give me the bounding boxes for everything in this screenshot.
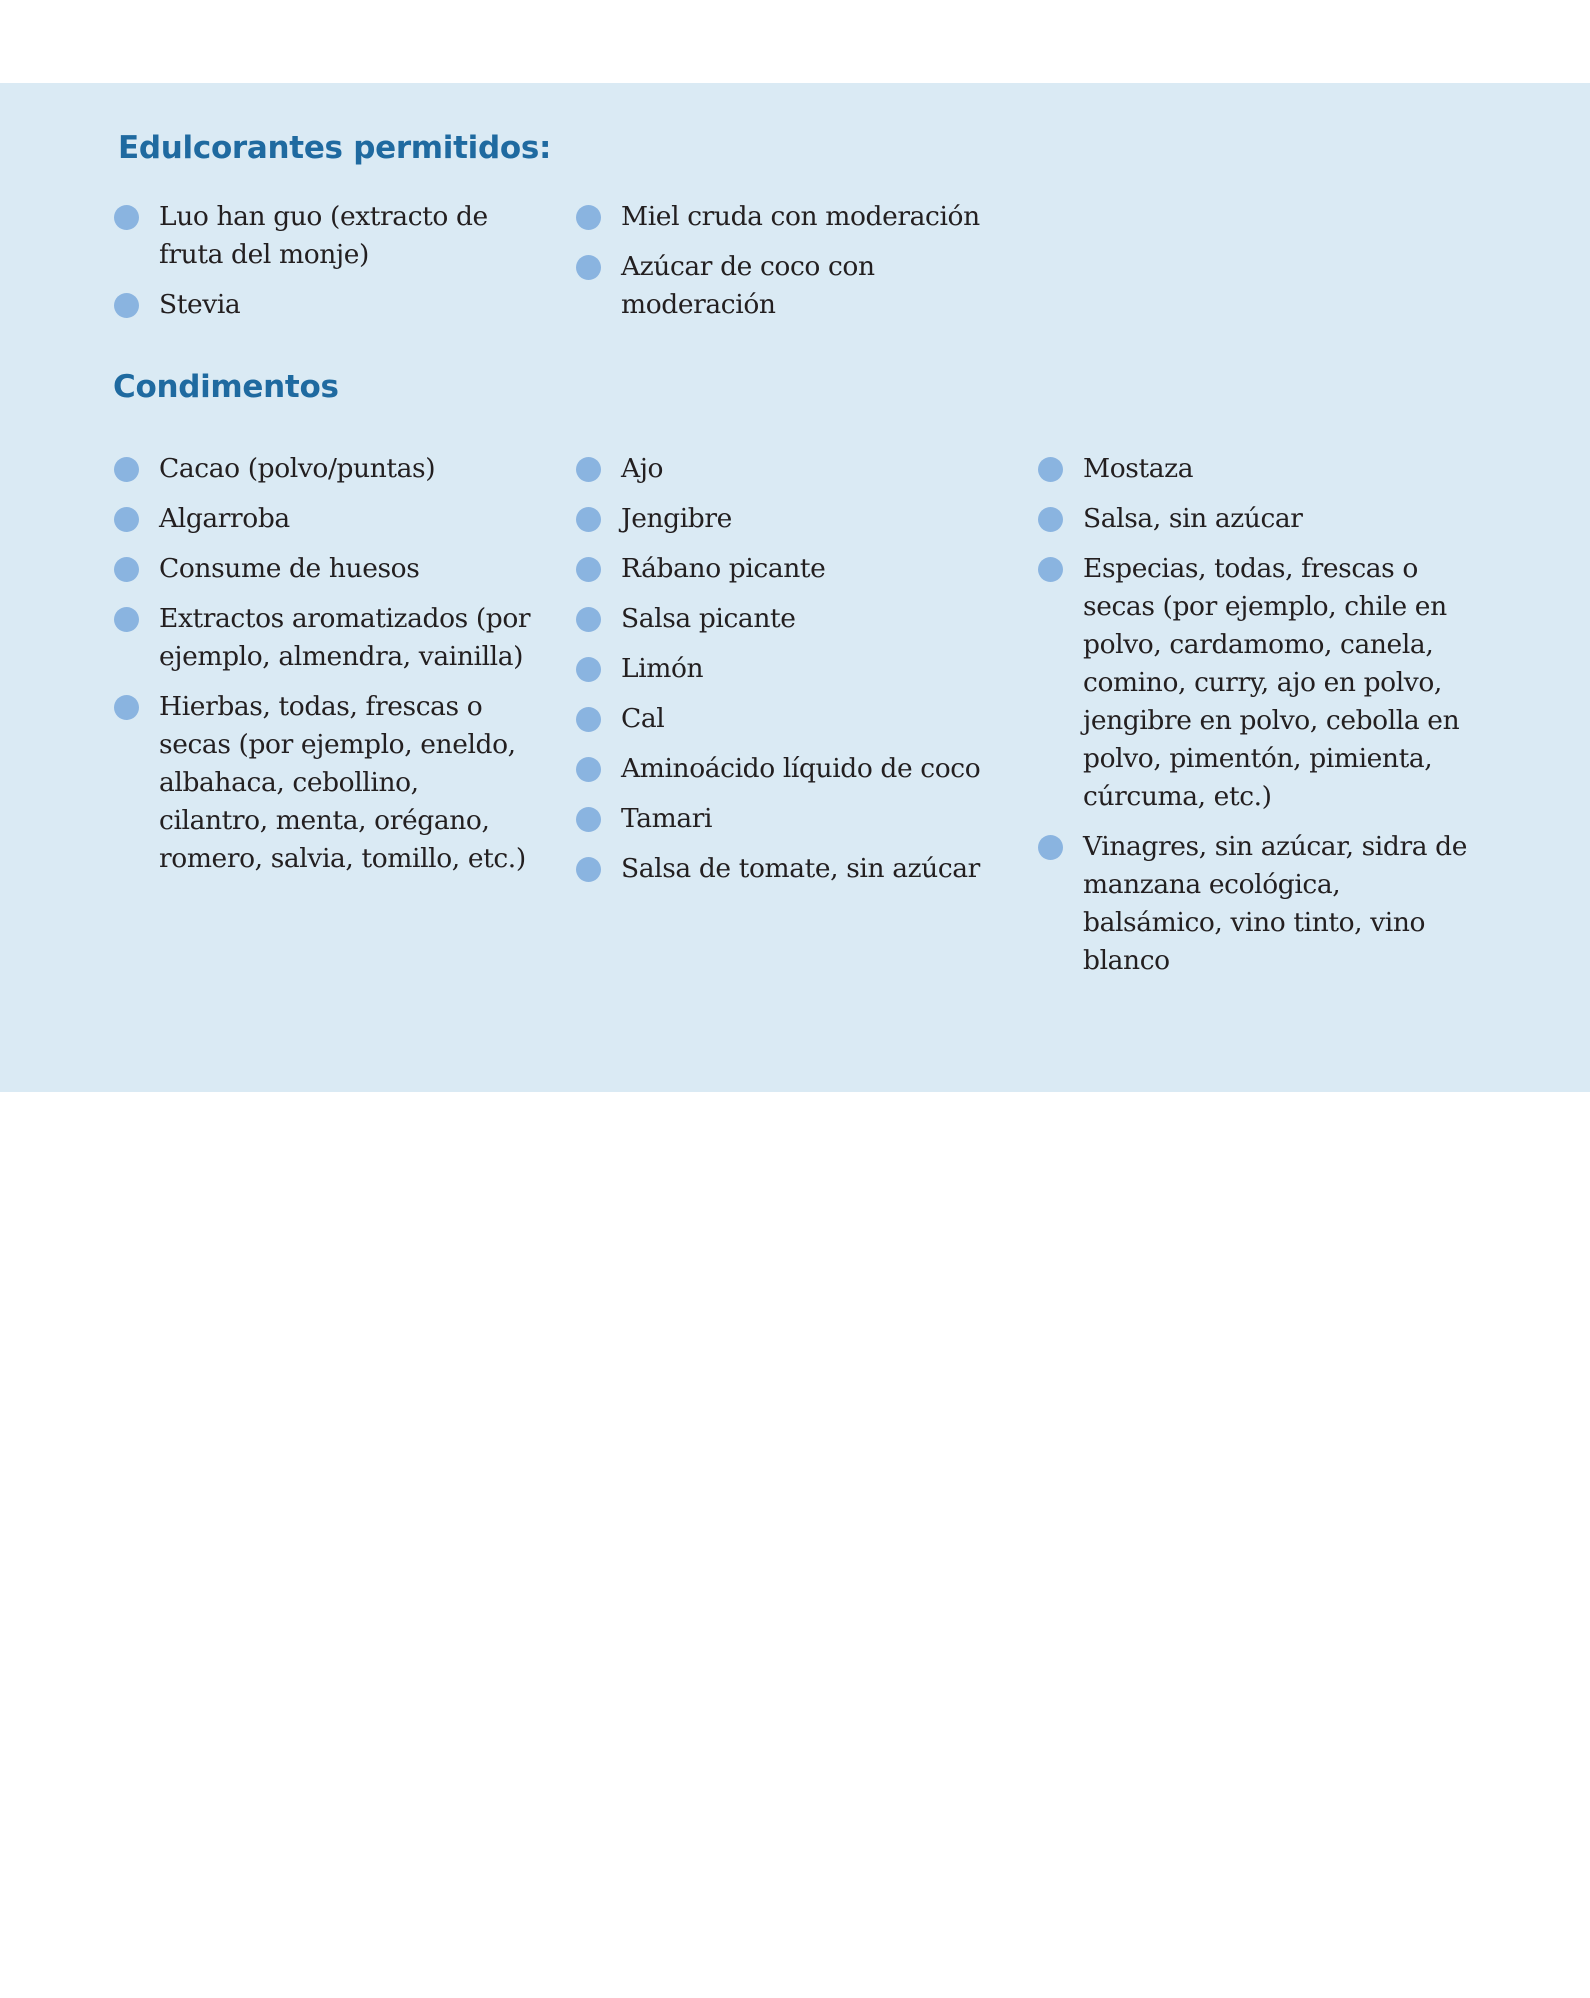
list-item	[576, 248, 1016, 324]
list-item-text: Cacao (polvo/puntas)	[159, 453, 436, 484]
bullet-icon	[576, 807, 601, 832]
condiments-column-1	[114, 450, 534, 890]
bullet-icon	[576, 857, 601, 882]
list-item-text: Azúcar de coco con moderación	[621, 251, 875, 320]
list-item-text: Luo han guo (extracto de fruta del monje)	[159, 201, 488, 270]
list-item-text: Algarroba	[159, 503, 290, 534]
food-list-panel	[0, 83, 1590, 1092]
sweeteners-column-2	[576, 198, 1016, 336]
list-item-text: Cal	[621, 703, 665, 734]
list-item-text: Tamari	[621, 803, 713, 834]
condiments-column-2	[576, 450, 1016, 900]
bullet-icon	[576, 507, 601, 532]
list-item	[576, 600, 1016, 638]
list-item	[114, 500, 534, 538]
list-item-text: Limón	[621, 653, 704, 684]
sweeteners-heading: Edulcorantes permitidos:	[118, 130, 552, 166]
list-item-text: Salsa picante	[621, 603, 796, 634]
list-item	[576, 550, 1016, 588]
list-item-text: Consume de huesos	[159, 553, 420, 584]
condiments-heading: Condimentos	[113, 369, 339, 405]
bullet-icon	[1038, 835, 1063, 860]
list-item-text: Rábano picante	[621, 553, 826, 584]
bullet-icon	[114, 457, 139, 482]
list-item	[576, 850, 1016, 888]
bullet-icon	[576, 657, 601, 682]
bullet-icon	[114, 205, 139, 230]
list-item-text: Ajo	[621, 453, 664, 484]
list-item-text: Salsa de tomate, sin azúcar	[621, 853, 980, 884]
list-item-text: Aminoácido líquido de coco	[621, 753, 981, 784]
bullet-icon	[114, 507, 139, 532]
bullet-icon	[1038, 457, 1063, 482]
bullet-icon	[114, 695, 139, 720]
list-item	[576, 750, 1016, 788]
bullet-icon	[1038, 507, 1063, 532]
list-item	[1038, 500, 1468, 538]
bullet-icon	[114, 607, 139, 632]
list-item	[1038, 828, 1468, 980]
list-item	[114, 450, 534, 488]
list-item-text: Vinagres, sin azúcar, sidra de manzana ecológica, balsámico, vino tinto, vino blanco	[1083, 831, 1467, 976]
list-item-text: Especias, todas, frescas o secas (por ejemplo, chile en polvo, cardamomo, canela, comino, curry, ajo en polvo, jengibre en polvo, cebolla en polvo, pimentón, pimienta, cúrcuma, etc.)	[1083, 553, 1460, 812]
list-item	[1038, 450, 1468, 488]
bullet-icon	[114, 557, 139, 582]
list-item	[576, 450, 1016, 488]
list-item	[114, 600, 534, 676]
bullet-icon	[576, 557, 601, 582]
list-item	[114, 286, 514, 324]
bullet-icon	[576, 255, 601, 280]
list-item-text: Salsa, sin azúcar	[1083, 503, 1303, 534]
list-item	[576, 650, 1016, 688]
bullet-icon	[1038, 557, 1063, 582]
list-item-text: Miel cruda con moderación	[621, 201, 980, 232]
bullet-icon	[576, 607, 601, 632]
list-item	[576, 500, 1016, 538]
bullet-icon	[576, 757, 601, 782]
bullet-icon	[576, 707, 601, 732]
list-item-text: Stevia	[159, 289, 241, 320]
list-item	[576, 800, 1016, 838]
list-item	[114, 688, 534, 878]
list-item	[114, 198, 514, 274]
bullet-icon	[576, 457, 601, 482]
list-item	[114, 550, 534, 588]
list-item	[1038, 550, 1468, 816]
bullet-icon	[576, 205, 601, 230]
sweeteners-column-1	[114, 198, 514, 336]
bullet-icon	[114, 293, 139, 318]
list-item-text: Jengibre	[621, 503, 732, 534]
list-item-text: Extractos aromatizados (por ejemplo, almendra, vainilla)	[159, 603, 531, 672]
list-item	[576, 198, 1016, 236]
condiments-column-3	[1038, 450, 1468, 992]
list-item-text: Mostaza	[1083, 453, 1194, 484]
list-item	[576, 700, 1016, 738]
list-item-text: Hierbas, todas, frescas o secas (por ejemplo, eneldo, albahaca, cebollino, cilantro, menta, orégano, romero, salvia, tomillo, etc.)	[159, 691, 526, 874]
